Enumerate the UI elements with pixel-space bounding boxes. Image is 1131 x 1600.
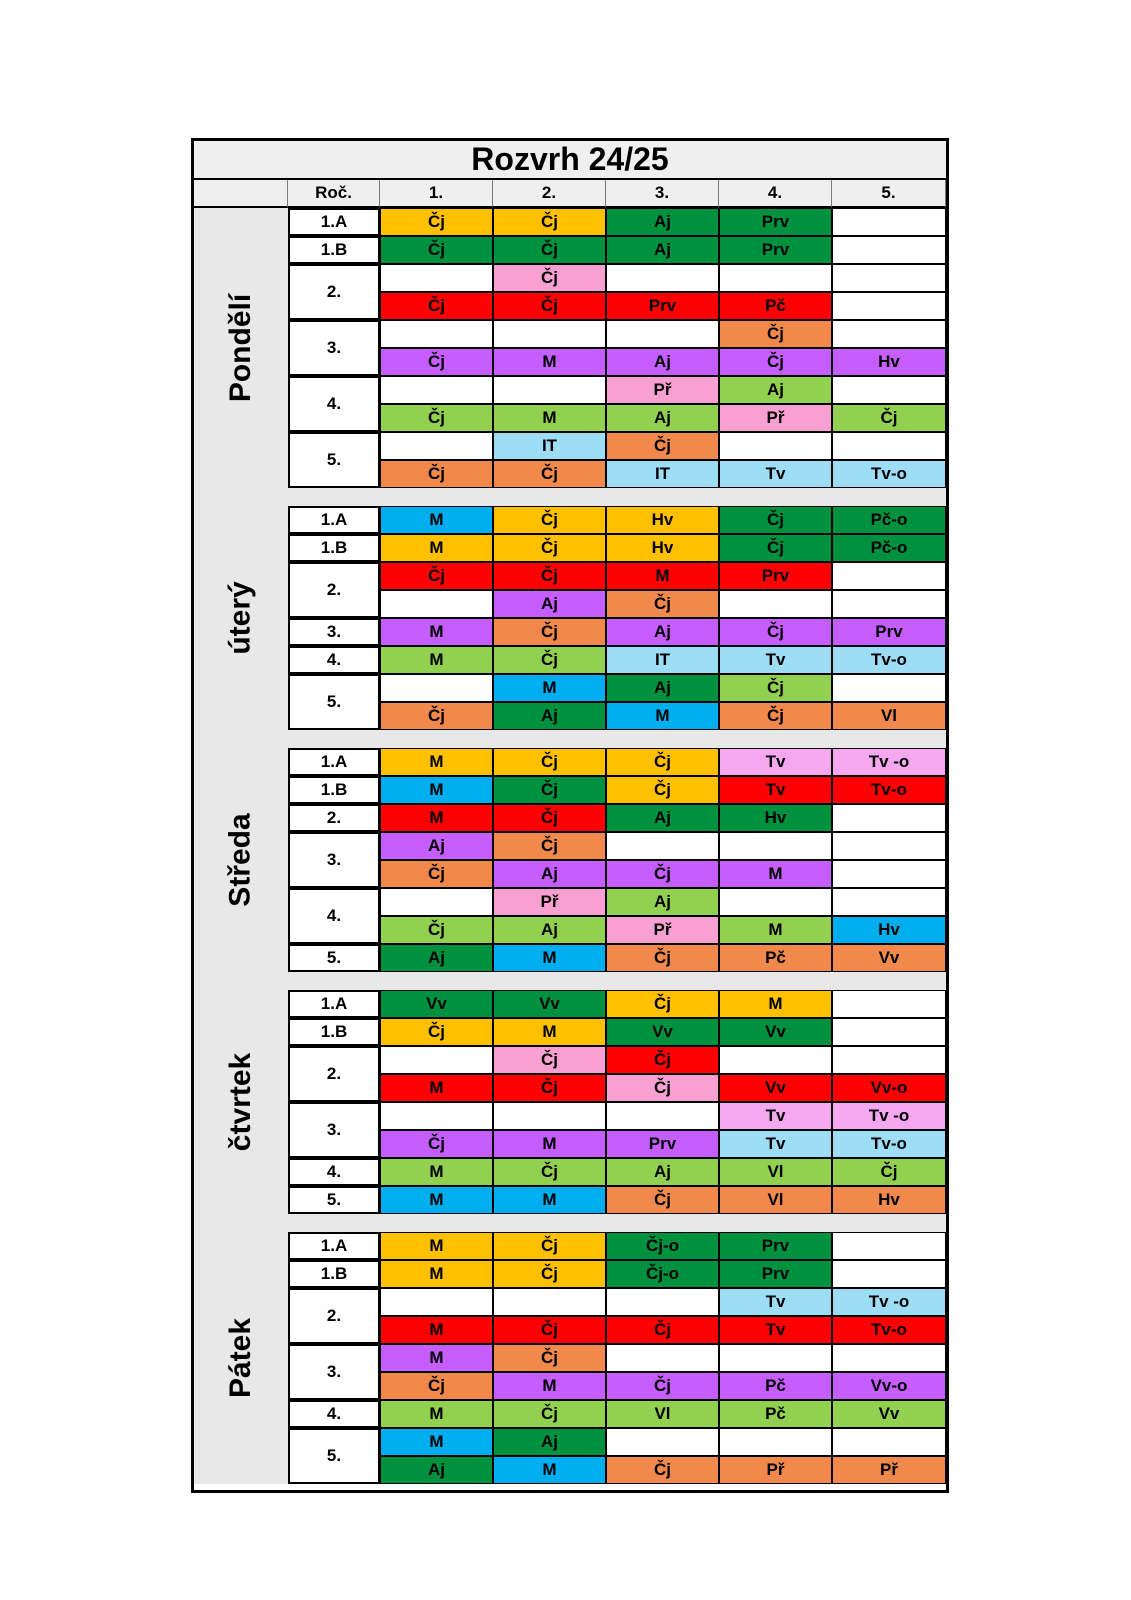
lesson-cell <box>380 674 493 702</box>
lesson-cell: Aj <box>606 208 719 236</box>
lesson-cell: Prv <box>606 292 719 320</box>
lesson-cell: Aj <box>493 916 606 944</box>
lesson-cell <box>719 888 832 916</box>
lesson-cell <box>493 1102 606 1130</box>
lesson-cell <box>719 1428 832 1456</box>
lesson-cell: Čj <box>380 702 493 730</box>
lesson-cell: Prv <box>606 1130 719 1158</box>
lesson-cell <box>832 208 946 236</box>
lesson-cell: Čj <box>493 748 606 776</box>
grade-label: 5. <box>288 944 380 972</box>
lesson-cell: Čj-o <box>606 1232 719 1260</box>
header-period-5: 5. <box>832 180 946 208</box>
lesson-cell: Čj <box>719 618 832 646</box>
lesson-cell: Čj <box>380 236 493 264</box>
lesson-cell: Aj <box>719 376 832 404</box>
lesson-cell: Aj <box>606 804 719 832</box>
lesson-cell: Čj <box>493 646 606 674</box>
lesson-cell: Tv <box>719 776 832 804</box>
day-name-label: úterý <box>223 581 257 655</box>
lesson-cell: Tv -o <box>832 1288 946 1316</box>
lesson-cell: Aj <box>380 832 493 860</box>
grade-label: 1.B <box>288 1018 380 1046</box>
lesson-cell <box>606 320 719 348</box>
lesson-cell: Čj <box>606 1372 719 1400</box>
grade-label: 3. <box>288 1102 380 1158</box>
lesson-cell: Čj <box>493 562 606 590</box>
day-separator <box>194 730 946 748</box>
lesson-cell: Čj <box>380 460 493 488</box>
lesson-cell: Čj <box>606 860 719 888</box>
lesson-cell: Aj <box>493 860 606 888</box>
lesson-cell: Př <box>719 404 832 432</box>
lesson-cell <box>606 264 719 292</box>
lesson-cell: Př <box>832 1456 946 1484</box>
page-title: Rozvrh 24/25 <box>194 141 946 180</box>
lesson-cell <box>606 832 719 860</box>
day-separator <box>194 488 946 506</box>
lesson-cell: Čj <box>380 860 493 888</box>
lesson-cell: Př <box>606 376 719 404</box>
lesson-cell <box>719 432 832 460</box>
lesson-cell: Čj <box>493 1158 606 1186</box>
header-grade: Roč. <box>288 180 380 208</box>
lesson-cell: Tv <box>719 1316 832 1344</box>
lesson-cell: Čj <box>606 432 719 460</box>
lesson-cell <box>832 1018 946 1046</box>
lesson-cell <box>493 320 606 348</box>
day-name <box>194 1232 288 1484</box>
day-separator <box>194 1214 946 1232</box>
lesson-cell <box>832 236 946 264</box>
grade-label: 3. <box>288 618 380 646</box>
lesson-cell <box>493 1288 606 1316</box>
lesson-cell: Čj <box>719 674 832 702</box>
lesson-cell <box>493 376 606 404</box>
lesson-cell: Prv <box>719 1260 832 1288</box>
lesson-cell: M <box>380 748 493 776</box>
lesson-cell: Čj <box>493 618 606 646</box>
lesson-cell <box>832 674 946 702</box>
lesson-cell: Vl <box>719 1158 832 1186</box>
lesson-cell: M <box>380 646 493 674</box>
lesson-cell: M <box>380 804 493 832</box>
lesson-cell: Čj <box>380 1372 493 1400</box>
lesson-cell: Prv <box>719 208 832 236</box>
lesson-cell: Aj <box>606 404 719 432</box>
lesson-cell: M <box>719 916 832 944</box>
lesson-cell: Čj <box>493 208 606 236</box>
lesson-cell: Vv-o <box>832 1372 946 1400</box>
lesson-cell <box>832 860 946 888</box>
lesson-cell: Čj <box>380 1130 493 1158</box>
lesson-cell: M <box>380 1344 493 1372</box>
lesson-cell: Pč <box>719 944 832 972</box>
lesson-cell: Čj <box>380 292 493 320</box>
lesson-cell: Čj-o <box>606 1260 719 1288</box>
lesson-cell: M <box>719 990 832 1018</box>
lesson-cell: Tv-o <box>832 460 946 488</box>
lesson-cell: Čj <box>493 804 606 832</box>
lesson-cell: Čj <box>493 1316 606 1344</box>
lesson-cell: Aj <box>606 674 719 702</box>
lesson-cell <box>832 1260 946 1288</box>
lesson-cell <box>832 376 946 404</box>
lesson-cell <box>719 832 832 860</box>
day-separator <box>194 972 946 990</box>
lesson-cell: M <box>493 944 606 972</box>
lesson-cell: Čj <box>606 944 719 972</box>
lesson-cell <box>380 264 493 292</box>
lesson-cell: IT <box>606 460 719 488</box>
lesson-cell: M <box>380 1232 493 1260</box>
lesson-cell: Vl <box>606 1400 719 1428</box>
grade-label: 1.A <box>288 748 380 776</box>
grade-label: 3. <box>288 1344 380 1400</box>
lesson-cell: Vv <box>606 1018 719 1046</box>
lesson-cell: Aj <box>380 944 493 972</box>
lesson-cell <box>832 1344 946 1372</box>
lesson-cell: Tv <box>719 646 832 674</box>
lesson-cell: Pč <box>719 1372 832 1400</box>
lesson-cell: Čj <box>606 1046 719 1074</box>
lesson-cell: Tv <box>719 460 832 488</box>
lesson-cell: Čj <box>606 748 719 776</box>
lesson-cell: Čj <box>493 1400 606 1428</box>
lesson-cell: Aj <box>606 236 719 264</box>
lesson-cell <box>380 590 493 618</box>
lesson-cell: Aj <box>606 618 719 646</box>
timetable <box>191 138 949 1493</box>
lesson-cell: Aj <box>606 348 719 376</box>
lesson-cell: M <box>719 860 832 888</box>
lesson-cell: M <box>380 1400 493 1428</box>
lesson-cell: M <box>493 348 606 376</box>
lesson-cell: M <box>380 1316 493 1344</box>
grade-label: 4. <box>288 888 380 944</box>
lesson-cell: Tv <box>719 748 832 776</box>
day-name <box>194 990 288 1214</box>
grade-label: 5. <box>288 674 380 730</box>
lesson-cell <box>719 1344 832 1372</box>
lesson-cell <box>380 376 493 404</box>
lesson-cell <box>832 432 946 460</box>
lesson-cell <box>832 562 946 590</box>
day-name-label: Pátek <box>224 1317 257 1399</box>
grade-label: 2. <box>288 1288 380 1344</box>
lesson-cell: Čj <box>493 1260 606 1288</box>
lesson-cell: M <box>606 702 719 730</box>
lesson-cell: Aj <box>493 590 606 618</box>
lesson-cell <box>832 292 946 320</box>
grade-label: 2. <box>288 1046 380 1102</box>
lesson-cell <box>380 1102 493 1130</box>
header-period-1: 1. <box>380 180 493 208</box>
lesson-cell: IT <box>606 646 719 674</box>
grade-label: 3. <box>288 320 380 376</box>
lesson-cell <box>832 804 946 832</box>
lesson-cell: Čj <box>832 1158 946 1186</box>
lesson-cell <box>832 590 946 618</box>
grade-label: 1.B <box>288 236 380 264</box>
lesson-cell: Hv <box>832 348 946 376</box>
lesson-cell: M <box>493 1456 606 1484</box>
lesson-cell: Čj <box>380 404 493 432</box>
lesson-cell: M <box>380 534 493 562</box>
lesson-cell <box>832 1428 946 1456</box>
grade-label: 1.A <box>288 506 380 534</box>
lesson-cell: Vv <box>832 1400 946 1428</box>
lesson-cell: Čj <box>606 590 719 618</box>
lesson-cell: Čj <box>719 534 832 562</box>
grade-label: 4. <box>288 376 380 432</box>
day-name-label: Pondělí <box>224 293 257 403</box>
lesson-cell: Čj <box>493 264 606 292</box>
lesson-cell: Čj <box>493 832 606 860</box>
lesson-cell: M <box>606 562 719 590</box>
grade-label: 4. <box>288 1400 380 1428</box>
lesson-cell: Pč-o <box>832 534 946 562</box>
lesson-cell: Prv <box>832 618 946 646</box>
lesson-cell: Čj <box>493 506 606 534</box>
lesson-cell: Vl <box>832 702 946 730</box>
lesson-cell: Čj <box>493 1046 606 1074</box>
lesson-cell: Tv <box>719 1130 832 1158</box>
lesson-cell <box>606 1344 719 1372</box>
lesson-cell: Čj <box>719 702 832 730</box>
lesson-cell <box>606 1428 719 1456</box>
lesson-cell <box>832 832 946 860</box>
lesson-cell <box>380 432 493 460</box>
header-period-3: 3. <box>606 180 719 208</box>
lesson-cell: M <box>380 1428 493 1456</box>
lesson-cell <box>380 1046 493 1074</box>
lesson-cell: Čj <box>606 990 719 1018</box>
lesson-cell: Aj <box>493 1428 606 1456</box>
lesson-cell <box>380 888 493 916</box>
grade-label: 4. <box>288 1158 380 1186</box>
lesson-cell: Čj <box>606 1456 719 1484</box>
day-name <box>194 506 288 730</box>
day-name-label: Středa <box>224 813 257 907</box>
lesson-cell: M <box>380 506 493 534</box>
lesson-cell: Aj <box>606 1158 719 1186</box>
lesson-cell: Čj <box>493 292 606 320</box>
lesson-cell: M <box>493 1018 606 1046</box>
lesson-cell: Vv <box>832 944 946 972</box>
lesson-cell <box>719 264 832 292</box>
lesson-cell: Čj <box>493 236 606 264</box>
lesson-cell <box>832 1232 946 1260</box>
day-name-label: čtvrtek <box>224 1052 257 1152</box>
lesson-cell: Čj <box>380 916 493 944</box>
lesson-cell: Čj <box>606 1316 719 1344</box>
lesson-cell <box>380 320 493 348</box>
lesson-cell: Prv <box>719 1232 832 1260</box>
lesson-cell: Hv <box>719 804 832 832</box>
lesson-cell <box>380 1288 493 1316</box>
lesson-cell: IT <box>493 432 606 460</box>
lesson-cell: Čj <box>380 1018 493 1046</box>
lesson-cell: Čj <box>493 460 606 488</box>
lesson-cell: Prv <box>719 562 832 590</box>
grade-label: 2. <box>288 264 380 320</box>
lesson-cell <box>832 1046 946 1074</box>
lesson-cell: M <box>380 1074 493 1102</box>
lesson-cell: M <box>493 404 606 432</box>
lesson-cell <box>719 1046 832 1074</box>
lesson-cell: Tv <box>719 1288 832 1316</box>
lesson-cell: Čj <box>493 1074 606 1102</box>
lesson-cell: Čj <box>493 1344 606 1372</box>
grade-label: 1.A <box>288 1232 380 1260</box>
lesson-cell <box>606 1288 719 1316</box>
lesson-cell: Tv-o <box>832 1130 946 1158</box>
header-period-2: 2. <box>493 180 606 208</box>
lesson-cell: Př <box>493 888 606 916</box>
grade-label: 5. <box>288 1428 380 1484</box>
grade-label: 5. <box>288 1186 380 1214</box>
lesson-cell: Čj <box>719 348 832 376</box>
day-name <box>194 208 288 488</box>
lesson-cell: M <box>380 1260 493 1288</box>
lesson-cell <box>832 888 946 916</box>
lesson-cell: M <box>493 1130 606 1158</box>
lesson-cell: Př <box>606 916 719 944</box>
lesson-cell <box>606 1102 719 1130</box>
grade-label: 5. <box>288 432 380 488</box>
lesson-cell: Tv -o <box>832 748 946 776</box>
lesson-cell: M <box>380 618 493 646</box>
lesson-cell <box>832 264 946 292</box>
lesson-cell <box>832 320 946 348</box>
lesson-cell: M <box>493 674 606 702</box>
lesson-cell: M <box>380 1158 493 1186</box>
lesson-cell: Čj <box>380 348 493 376</box>
lesson-cell: Vv <box>719 1018 832 1046</box>
grade-label: 1.A <box>288 208 380 236</box>
lesson-cell: Pč <box>719 292 832 320</box>
lesson-cell: Čj <box>719 506 832 534</box>
lesson-cell: Hv <box>832 916 946 944</box>
lesson-cell: Tv-o <box>832 1316 946 1344</box>
lesson-cell: Tv-o <box>832 776 946 804</box>
lesson-cell: M <box>380 1186 493 1214</box>
lesson-cell: M <box>493 1186 606 1214</box>
lesson-cell: Tv-o <box>832 646 946 674</box>
lesson-cell: Čj <box>606 1074 719 1102</box>
day-name <box>194 748 288 972</box>
lesson-cell: Vv <box>493 990 606 1018</box>
header-corner <box>194 180 288 208</box>
lesson-cell: Vv <box>380 990 493 1018</box>
lesson-cell: M <box>493 1372 606 1400</box>
lesson-cell: Vv-o <box>832 1074 946 1102</box>
grade-label: 2. <box>288 804 380 832</box>
lesson-cell: Př <box>719 1456 832 1484</box>
grade-label: 1.A <box>288 990 380 1018</box>
lesson-cell <box>719 590 832 618</box>
lesson-cell: Pč <box>719 1400 832 1428</box>
lesson-cell: Aj <box>493 702 606 730</box>
lesson-cell: Čj <box>606 1186 719 1214</box>
lesson-cell: Čj <box>380 562 493 590</box>
lesson-cell: Čj <box>493 1232 606 1260</box>
grade-label: 1.B <box>288 1260 380 1288</box>
lesson-cell: Čj <box>380 208 493 236</box>
lesson-cell: Čj <box>493 534 606 562</box>
header-period-4: 4. <box>719 180 832 208</box>
grade-label: 3. <box>288 832 380 888</box>
lesson-cell: Hv <box>832 1186 946 1214</box>
lesson-cell: Prv <box>719 236 832 264</box>
grade-label: 1.B <box>288 534 380 562</box>
lesson-cell: Vl <box>719 1186 832 1214</box>
lesson-cell: Tv <box>719 1102 832 1130</box>
lesson-cell: Pč-o <box>832 506 946 534</box>
lesson-cell: Čj <box>832 404 946 432</box>
lesson-cell: Aj <box>606 888 719 916</box>
lesson-cell: Čj <box>719 320 832 348</box>
lesson-cell: Čj <box>493 776 606 804</box>
lesson-cell: M <box>380 776 493 804</box>
lesson-cell: Aj <box>380 1456 493 1484</box>
lesson-cell: Tv -o <box>832 1102 946 1130</box>
lesson-cell: Hv <box>606 506 719 534</box>
lesson-cell: Čj <box>606 776 719 804</box>
lesson-cell: Vv <box>719 1074 832 1102</box>
grade-label: 1.B <box>288 776 380 804</box>
grade-label: 4. <box>288 646 380 674</box>
lesson-cell: Hv <box>606 534 719 562</box>
grade-label: 2. <box>288 562 380 618</box>
lesson-cell <box>832 990 946 1018</box>
